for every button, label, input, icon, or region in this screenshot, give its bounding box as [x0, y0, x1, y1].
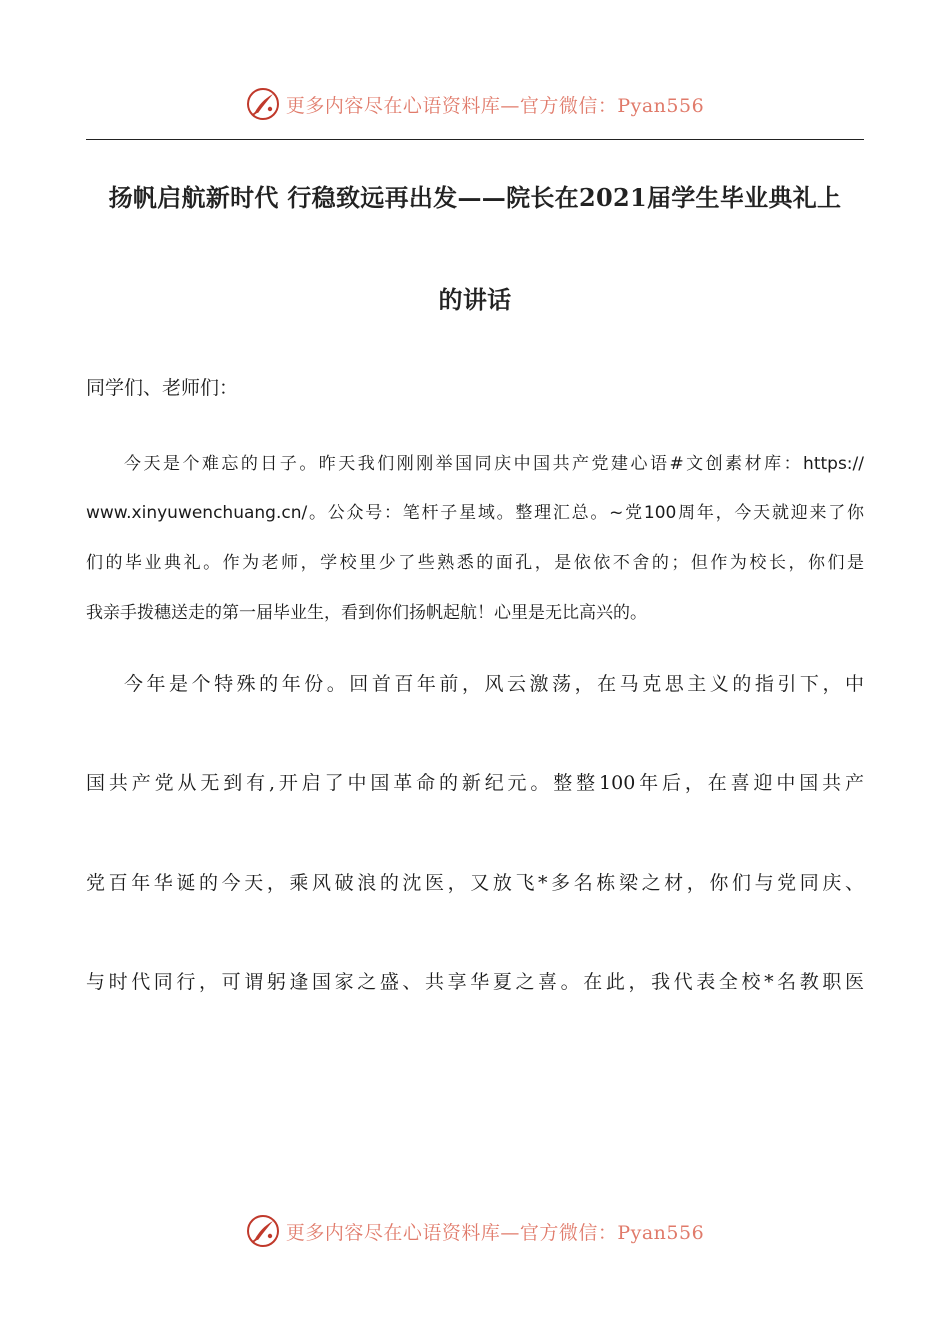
paragraph-1-line-1: 今天是个难忘的日子。昨天我们刚刚举国同庆中国共产党建心语#文创素材库：https:// — [124, 454, 864, 474]
document-title-line-2: 的讲话 — [438, 285, 512, 314]
paragraph-1-line-2: www.xinyuwenchuang.cn/。公众号：笔杆子星域。整理汇总。~党100周年，今天就迎来了你 — [86, 503, 864, 523]
footer-watermark-banner — [0, 1211, 950, 1251]
paragraph-1-line-3: 们的毕业典礼。作为老师，学校里少了些熟悉的面孔，是依依不舍的；但作为校长，你们是 — [86, 553, 864, 573]
document-title-line-1: 扬帆启航新时代 行稳致远再出发——院长在2021届学生毕业典礼上 — [108, 183, 842, 212]
brush-logo-icon — [246, 87, 280, 121]
salutation: 同学们、老师们： — [86, 377, 239, 399]
banner-text: 更多内容尽在心语资料库—官方微信：Pyan556 — [285, 1221, 705, 1244]
header-divider — [86, 139, 864, 140]
paragraph-2-line-4: 与时代同行，可谓躬逢国家之盛、共享华夏之喜。在此，我代表全校*名教职医 — [86, 971, 864, 993]
paragraph-2-line-1: 今年是个特殊的年份。回首百年前，风云激荡，在马克思主义的指引下，中 — [124, 673, 864, 695]
header-watermark-banner — [0, 84, 950, 124]
banner-text: 更多内容尽在心语资料库—官方微信：Pyan556 — [285, 94, 705, 117]
paragraph-2-line-2: 国共产党从无到有,开启了中国革命的新纪元。整整100年后，在喜迎中国共产 — [86, 772, 864, 794]
paragraph-2-line-3: 党百年华诞的今天，乘风破浪的沈医，又放飞*多名栋梁之材，你们与党同庆、 — [86, 872, 864, 894]
paragraph-1-line-4: 我亲手拨穗送走的第一届毕业生，看到你们扬帆起航！心里是无比高兴的。 — [86, 603, 647, 623]
brush-logo-icon — [246, 1214, 280, 1248]
